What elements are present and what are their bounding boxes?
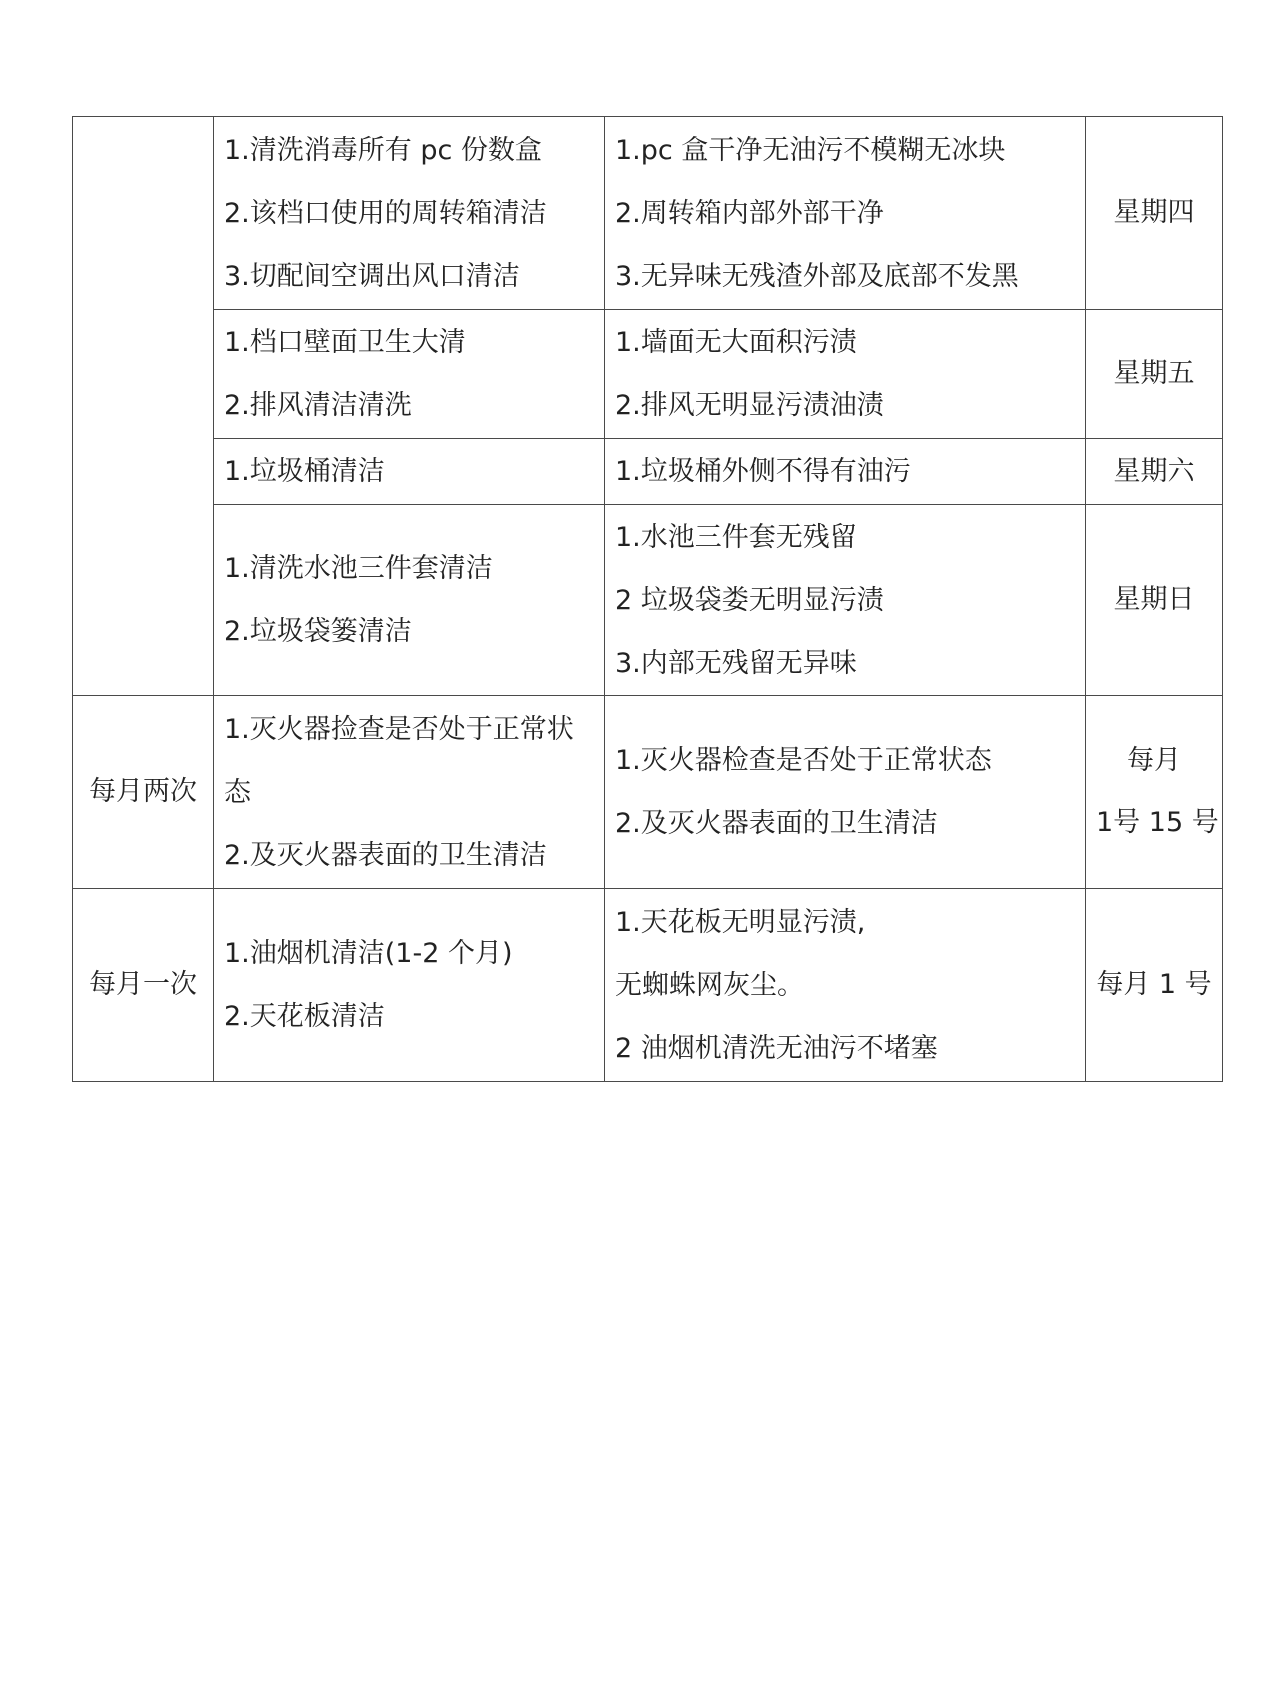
cleaning-schedule-table — [72, 116, 1223, 1082]
time-line: 每月 — [1127, 745, 1181, 776]
content-cell — [214, 505, 605, 696]
time-cell — [1086, 889, 1223, 1082]
content-line: 2.垃圾袋篓清洁 — [224, 616, 412, 647]
standard-line: 1.天花板无明显污渍, — [615, 906, 866, 938]
content-cell — [214, 310, 605, 439]
time-cell — [1086, 505, 1223, 696]
time-line: 星期五 — [1113, 358, 1195, 389]
time-cell — [1086, 439, 1223, 505]
standard-cell — [605, 505, 1086, 696]
content-line: 1.清洗水池三件套清洁 — [224, 553, 493, 584]
standard-line: 无蜘蛛网灰尘。 — [615, 969, 804, 1001]
standard-line: 1.灭火器检查是否处于正常状态 — [615, 745, 992, 776]
content-line: 1.灭火器捡查是否处于正常状态 — [224, 713, 574, 808]
content-cell — [214, 696, 605, 889]
time-cell — [1086, 696, 1223, 889]
time-cell — [1086, 310, 1223, 439]
content-cell — [214, 889, 605, 1082]
content-cell — [214, 439, 605, 505]
standard-line: 2.及灭火器表面的卫生清洁 — [615, 808, 938, 839]
table-row — [73, 505, 1223, 696]
frequency-cell-weekly — [73, 117, 214, 696]
standard-cell — [605, 889, 1086, 1082]
time-cell — [1086, 117, 1223, 310]
standard-line: 1.垃圾桶外侧不得有油污 — [615, 456, 911, 487]
content-line: 2.该档口使用的周转箱清洁 — [224, 197, 547, 229]
standard-line: 1.水池三件套无残留 — [615, 521, 857, 553]
standard-line: 3.内部无残留无异味 — [615, 647, 857, 679]
time-line: 1号 15 号 — [1096, 807, 1219, 838]
content-line: 1.垃圾桶清洁 — [224, 456, 385, 487]
time-line: 每月 1 号 — [1096, 969, 1212, 1000]
standard-cell — [605, 117, 1086, 310]
content-line: 2.排风清洁清洗 — [224, 390, 412, 421]
content-cell — [214, 117, 605, 310]
standard-line: 3.无异味无残渣外部及底部不发黑 — [615, 260, 1019, 292]
standard-line: 2.排风无明显污渍油渍 — [615, 390, 884, 421]
content-line: 2.及灭火器表面的卫生清洁 — [224, 839, 547, 871]
content-line: 1.油烟机清洁(1-2 个月) — [224, 938, 513, 969]
standard-line: 1.墙面无大面积污渍 — [615, 327, 857, 358]
standard-line: 1.pc 盒干净无油污不模糊无冰块 — [615, 134, 1006, 166]
standard-line: 2.周转箱内部外部干净 — [615, 197, 884, 229]
standard-line: 2 油烟机清洗无油污不堵塞 — [615, 1032, 938, 1064]
standard-cell — [605, 696, 1086, 889]
content-line: 1.档口壁面卫生大清 — [224, 327, 466, 358]
table-row — [73, 310, 1223, 439]
standard-cell — [605, 439, 1086, 505]
frequency-cell: 每月两次 — [73, 696, 214, 889]
standard-cell — [605, 310, 1086, 439]
table-row — [73, 696, 1223, 889]
content-line: 2.天花板清洁 — [224, 1001, 385, 1032]
time-line: 星期日 — [1113, 584, 1195, 615]
table-row — [73, 889, 1223, 1082]
content-line: 1.清洗消毒所有 pc 份数盒 — [224, 134, 542, 166]
frequency-cell: 每月一次 — [73, 889, 214, 1082]
standard-line: 2 垃圾袋娄无明显污渍 — [615, 584, 884, 616]
time-line: 星期六 — [1113, 455, 1195, 487]
content-line: 3.切配间空调出风口清洁 — [224, 260, 520, 292]
table-row — [73, 439, 1223, 505]
time-line: 星期四 — [1113, 197, 1195, 228]
table-row — [73, 117, 1223, 310]
